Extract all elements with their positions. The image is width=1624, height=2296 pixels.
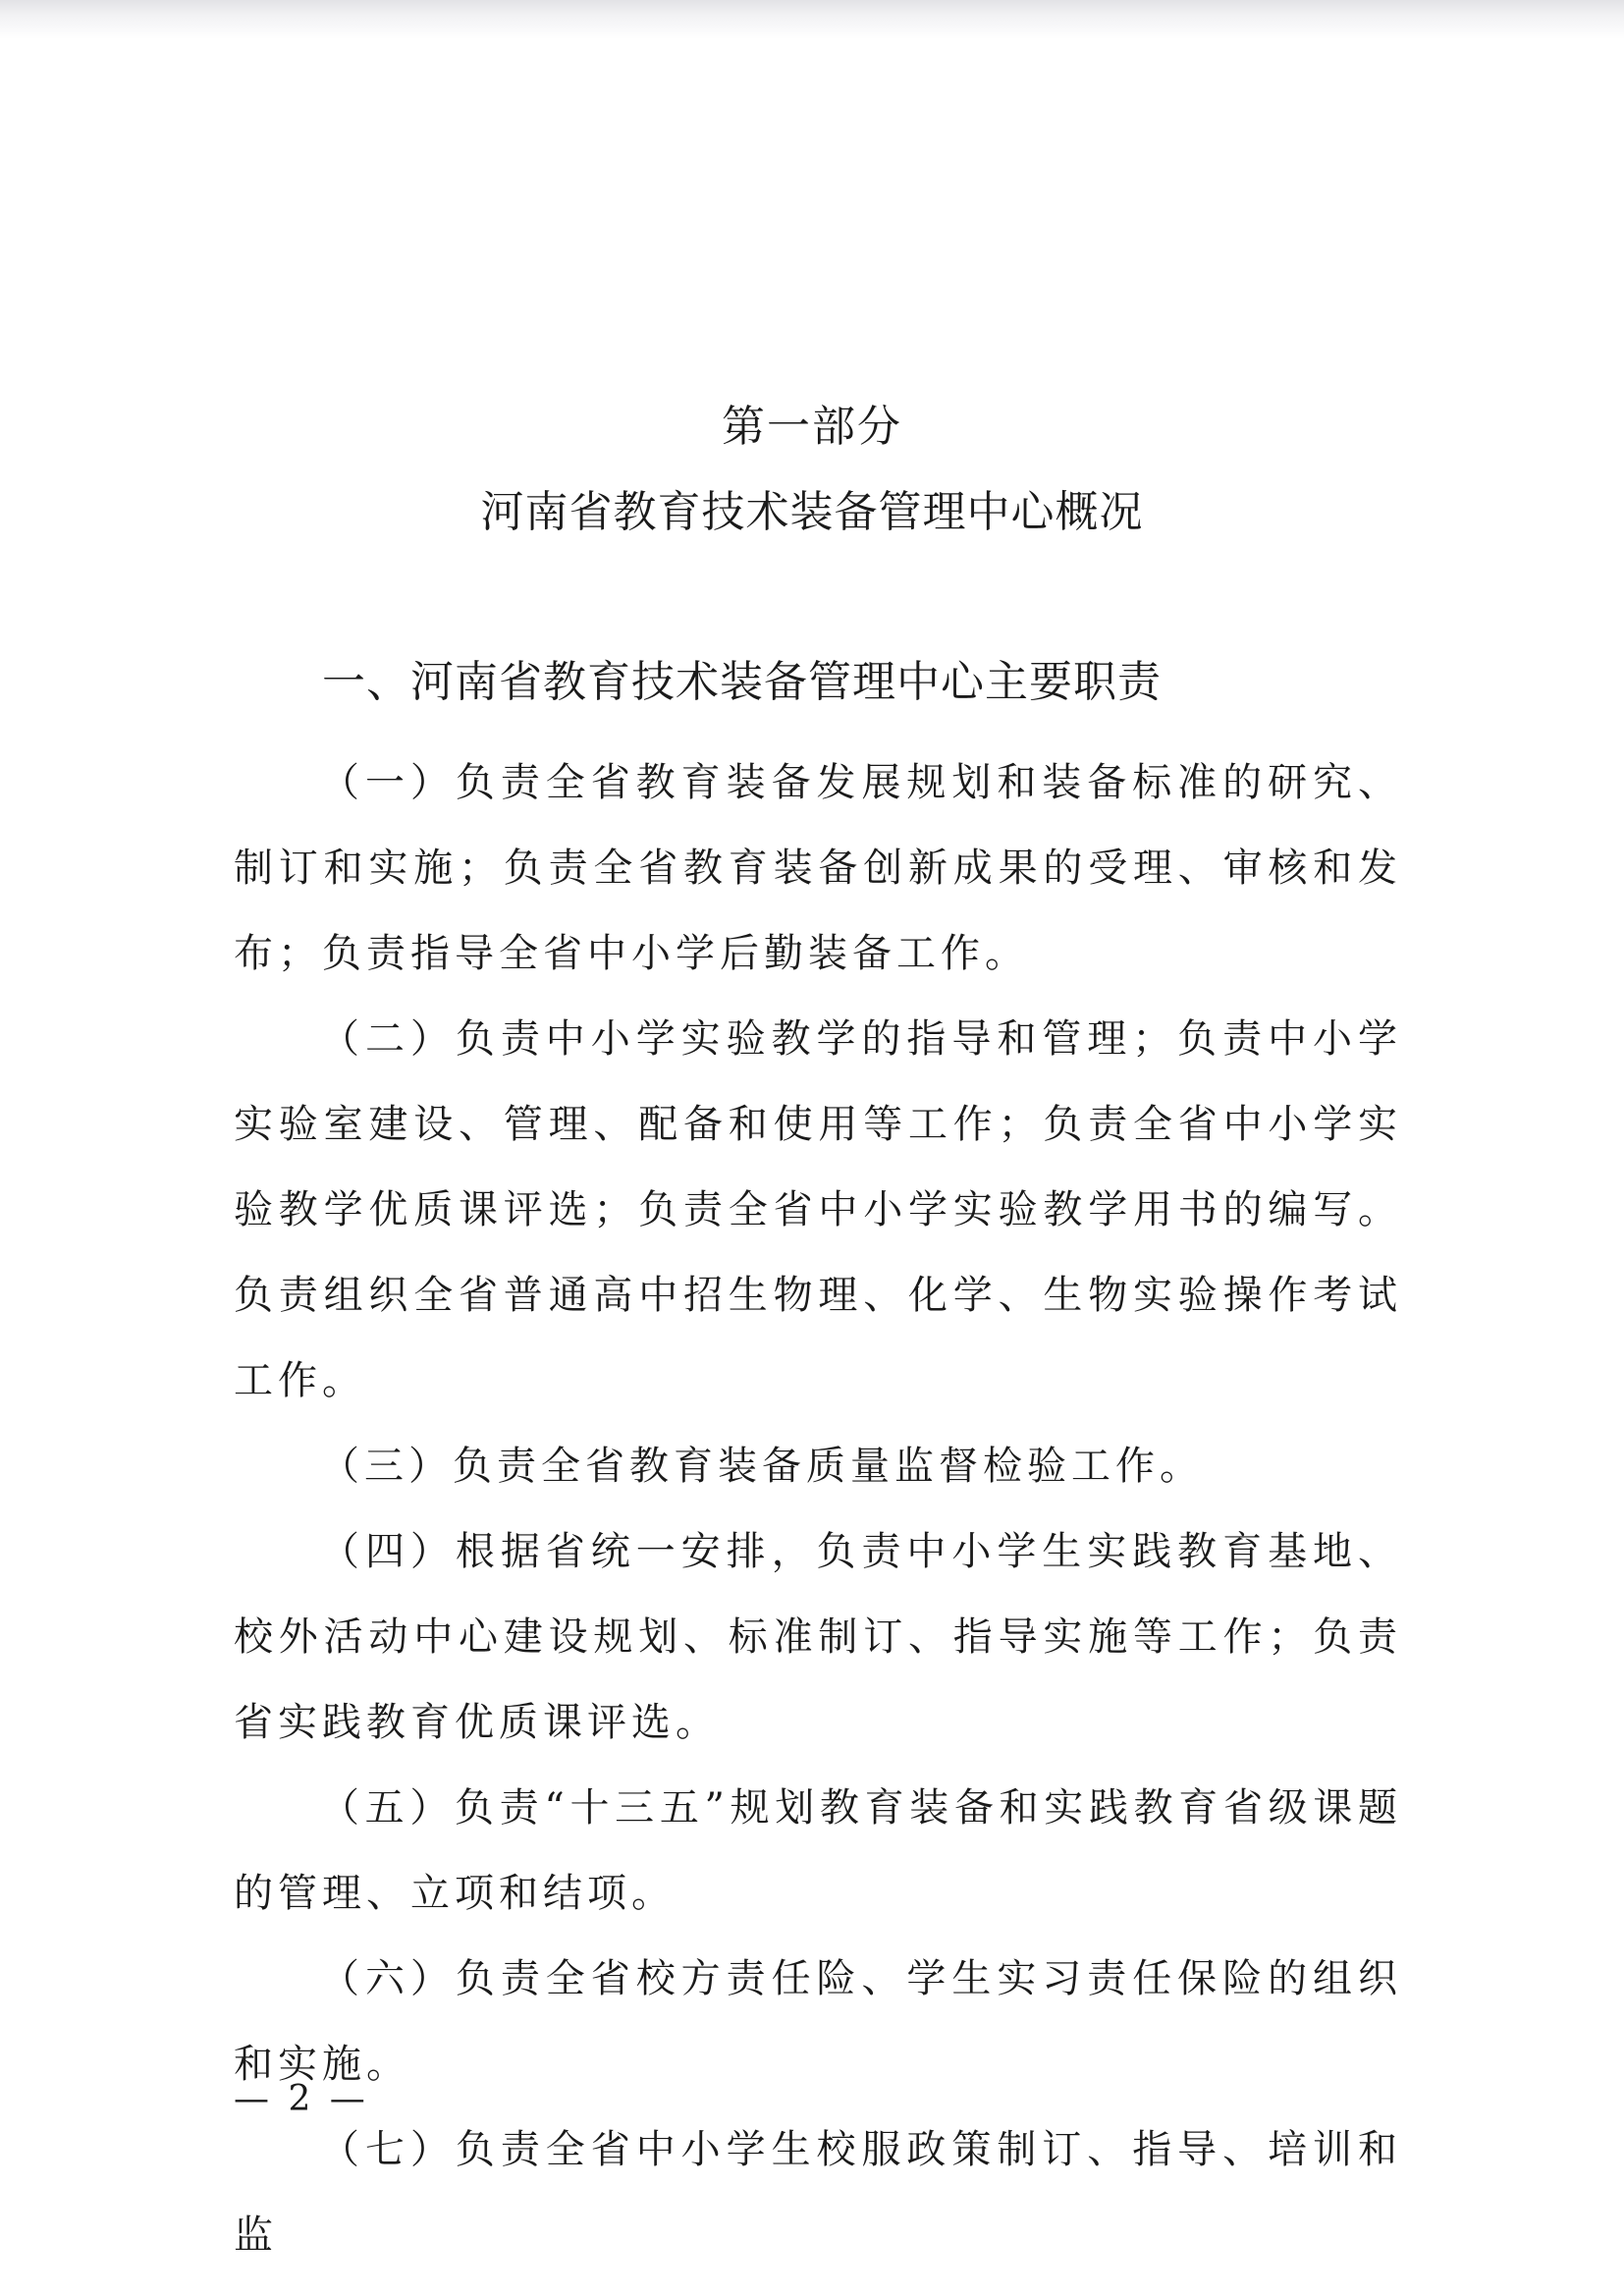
paragraph-6: （六）负责全省校方责任险、学生实习责任保险的组织和实施。 — [234, 1956, 1402, 2087]
paragraph-2: （二）负责中小学实验教学的指导和管理；负责中小学实验室建设、管理、配备和使用等工作；负责全省中小学实验教学优质课评选；负责全省中小学实验教学用书的编写。负责组织全省普通高中招生物理、化学、生物实验操作考试工作。 — [234, 1016, 1402, 1403]
paragraph-1: （一）负责全省教育装备发展规划和装备标准的研究、制订和实施；负责全省教育装备创新成果的受理、审核和发布；负责指导全省中小学后勤装备工作。 — [234, 760, 1402, 976]
part-title: 第一部分 — [722, 402, 902, 452]
body-text — [234, 740, 1402, 2278]
document-title: 河南省教育技术装备管理中心概况 — [480, 487, 1144, 537]
paragraph-4: （四）根据省统一安排，负责中小学生实践教育基地、校外活动中心建设规划、标准制订、指导实施等工作；负责省实践教育优质课评选。 — [234, 1529, 1402, 1745]
scan-top-edge — [0, 0, 1624, 39]
section-heading: 一、河南省教育技术装备管理中心主要职责 — [322, 657, 1162, 707]
paragraph-7: （七）负责全省中小学生校服政策制订、指导、培训和监 — [234, 2127, 1402, 2258]
page-number: — 2 — — [234, 2079, 369, 2119]
paragraph-3: （三）负责全省教育装备质量监督检验工作。 — [320, 1444, 1204, 1489]
paragraph-5: （五）负责“十三五”规划教育装备和实践教育省级课题的管理、立项和结项。 — [234, 1785, 1402, 1916]
